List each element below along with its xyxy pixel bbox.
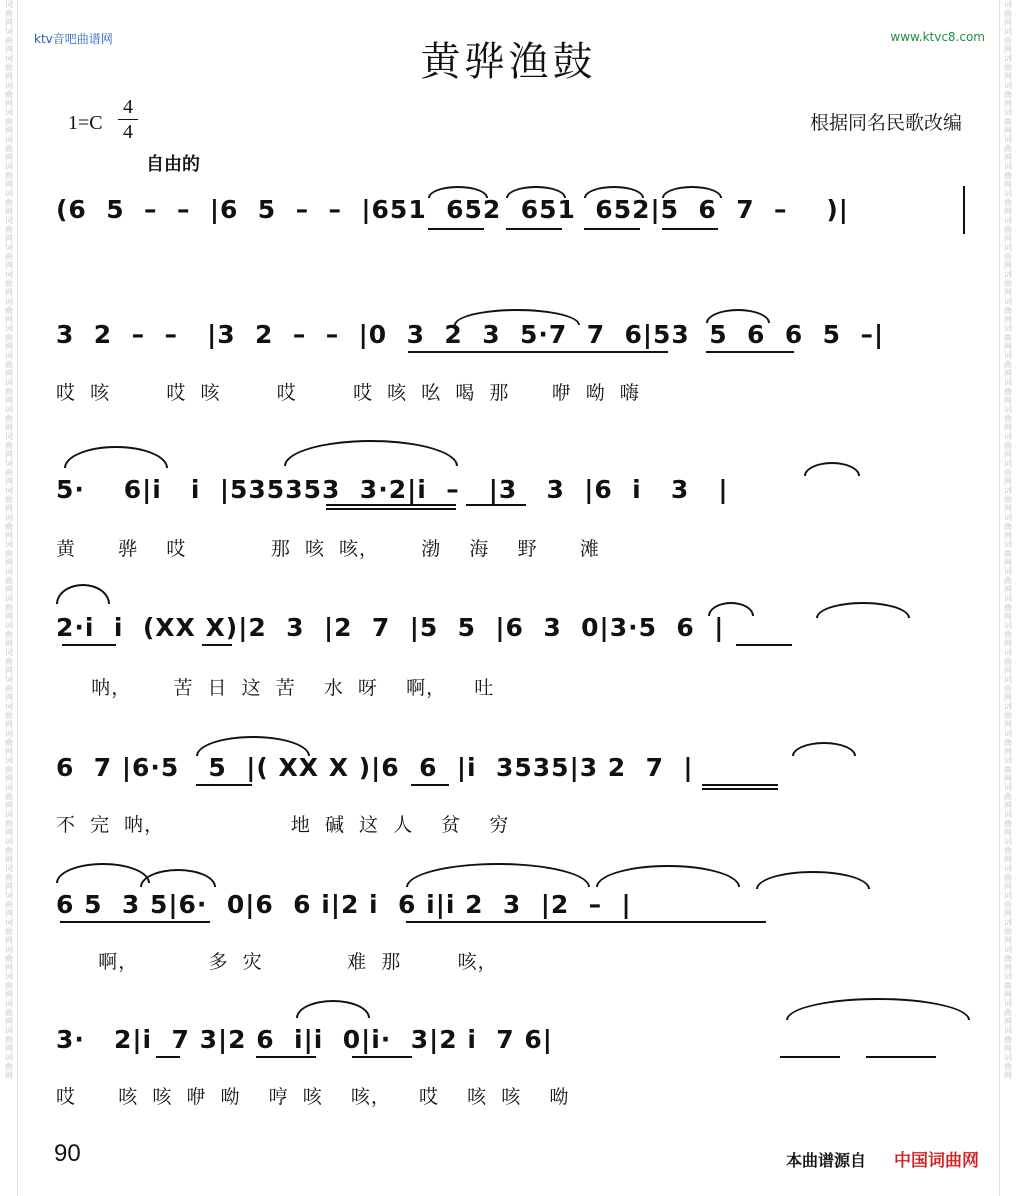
note-underline — [406, 921, 766, 923]
lyrics-line-7: 哎 咳 咳 咿 呦 哼 咳 咳， 哎 咳 咳 呦 — [56, 1086, 570, 1108]
watermark-top-left[interactable]: ktv音吧曲谱网 — [34, 32, 113, 46]
phrase-slur — [406, 863, 590, 887]
score-system-5 — [56, 738, 968, 798]
song-title: 黄骅渔鼓 — [420, 39, 597, 85]
system-notes: 3· 2|i 7 3|2 6 i|i 0|i· 3|2 i 7 6| — [56, 1025, 553, 1054]
score-system-6 — [56, 875, 968, 935]
note-underline — [411, 784, 449, 786]
note-underline — [702, 788, 778, 790]
system-notes: 3 2 – – |3 2 – – |0 3 2 3 5·7 7 6|53 5 6 6 5 –| — [56, 320, 885, 349]
time-signature-top: 4 — [123, 96, 133, 118]
phrase-slur — [64, 446, 168, 468]
page-number: 90 — [54, 1140, 81, 1167]
note-underline — [352, 1056, 412, 1058]
note-underline — [702, 784, 778, 786]
note-underline — [408, 351, 668, 353]
note-underline — [506, 228, 562, 230]
left-watermark-strip: 词曲网词曲网词曲网词曲网词曲网词曲网词曲网词曲网词曲网词曲网词曲网词曲网词曲网词曲网词曲网词曲网词曲网词曲网词曲网词曲网词曲网词曲网词曲网词曲网词曲网词曲网词曲网词曲网词曲网词曲网词曲网词曲网词曲网词曲网词曲网词曲网词曲网词曲网词曲网词曲网 — [5, 0, 13, 1080]
tempo-marking: 自由的 — [146, 154, 200, 175]
system-notes: 6 7 |6·5 5 |( XX X )|6 6 |i 3535|3 2 7 | — [56, 753, 694, 782]
phrase-slur — [140, 869, 216, 887]
score-system-4 — [56, 598, 968, 658]
lyrics-line-4: 呐， 苦 日 这 苦 水 呀 啊， 吐 — [56, 677, 495, 699]
source-note: 根据同名民歌改编 — [809, 112, 962, 134]
note-underline — [780, 1056, 840, 1058]
note-underline — [256, 1056, 316, 1058]
phrase-slur — [284, 440, 458, 466]
phrase-slur — [596, 865, 740, 887]
note-underline — [584, 228, 640, 230]
score-system-2 — [56, 305, 968, 365]
system-notes: (6 5 – – |6 5 – – |651 652 651 652|5 6 7 – )| — [56, 195, 849, 224]
note-underline — [202, 644, 232, 646]
note-underline — [466, 504, 526, 506]
right-watermark-strip: 词曲网词曲网词曲网词曲网词曲网词曲网词曲网词曲网词曲网词曲网词曲网词曲网词曲网词曲网词曲网词曲网词曲网词曲网词曲网词曲网词曲网词曲网词曲网词曲网词曲网词曲网词曲网词曲网词曲网词曲网词曲网词曲网词曲网词曲网词曲网词曲网词曲网词曲网词曲网词曲网 — [1004, 0, 1012, 1080]
time-signature-bottom: 4 — [123, 121, 133, 143]
credit-site-link[interactable]: 中国词曲网 — [894, 1151, 979, 1171]
lyrics-line-5: 不 完 呐， 地 碱 这 人 贫 穷 — [56, 814, 510, 836]
note-underline — [326, 504, 456, 506]
credit-label: 本曲谱源自 — [786, 1151, 867, 1170]
time-signature — [118, 96, 138, 143]
system-notes: 2·i i (XX X)|2 3 |2 7 |5 5 |6 3 0|3·5 6 | — [56, 613, 725, 642]
note-underline — [706, 351, 794, 353]
note-underline — [326, 508, 456, 510]
phrase-slur — [56, 584, 110, 604]
note-underline — [60, 921, 210, 923]
note-underline — [866, 1056, 936, 1058]
phrase-slur — [786, 998, 970, 1020]
note-underline — [736, 644, 792, 646]
score-system-1 — [56, 180, 968, 240]
phrase-slur — [296, 1000, 370, 1018]
right-margin-line — [999, 0, 1000, 1196]
left-margin-line — [17, 0, 18, 1196]
system-notes: 5· 6|i i |535353 3·2|i – |3 3 |6 i 3 | — [56, 475, 729, 504]
note-underline — [156, 1056, 180, 1058]
note-underline — [62, 644, 116, 646]
system-notes: 6 5 3 5|6· 0|6 6 i|2 i 6 i|i 2 3 |2 – | — [56, 890, 632, 919]
score-system-3 — [56, 460, 968, 520]
score-system-7 — [56, 1010, 968, 1070]
lyrics-line-2: 哎 咳 哎 咳 哎 哎 咳 吆 喝 那 咿 呦 嗨 — [56, 382, 640, 404]
lyrics-line-6: 啊， 多 灾 难 那 咳， — [56, 951, 498, 973]
key-signature: 1=C — [68, 112, 103, 134]
note-underline — [196, 784, 252, 786]
note-underline — [428, 228, 484, 230]
lyrics-line-3: 黄 骅 哎 那 咳 咳， 渤 海 野 滩 — [56, 538, 600, 560]
watermark-top-right[interactable]: www.ktvc8.com — [890, 30, 985, 44]
final-barline-1 — [963, 186, 965, 234]
phrase-slur — [56, 863, 150, 883]
note-underline — [662, 228, 718, 230]
phrase-slur — [756, 871, 870, 889]
time-signature-divider — [118, 119, 138, 120]
